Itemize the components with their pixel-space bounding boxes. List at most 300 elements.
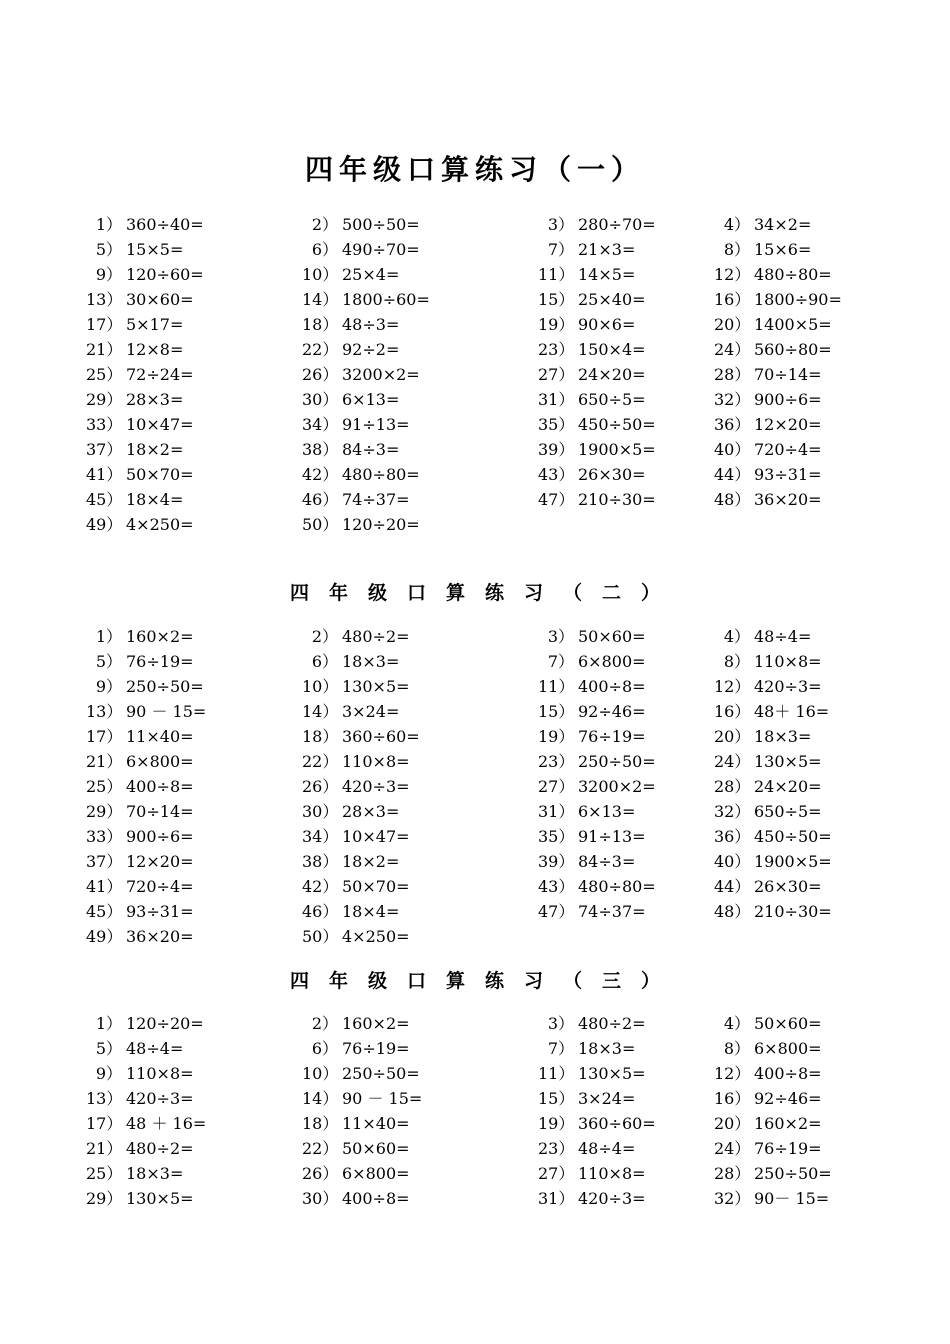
- problem-number: 32）: [714, 802, 751, 821]
- problem-item: [86, 312, 183, 337]
- problem-expression: 250÷50=: [754, 1164, 832, 1183]
- problem-expression: 10×47=: [126, 415, 194, 434]
- problem-expression: 25×4=: [342, 265, 400, 284]
- problem-item: [538, 387, 646, 412]
- problem-expression: 110×8=: [126, 1064, 194, 1083]
- problem-number: 29）: [86, 1189, 123, 1208]
- problem-item: [538, 312, 635, 337]
- problem-item: [302, 774, 410, 799]
- problem-number: 21）: [86, 752, 123, 771]
- problem-expression: 92÷46=: [578, 702, 646, 721]
- problem-item: [538, 212, 656, 237]
- problem-item: [86, 212, 204, 237]
- problem-item: [86, 387, 183, 412]
- problem-expression: 18×2=: [126, 440, 184, 459]
- problem-number: 43）: [538, 465, 575, 484]
- problem-expression: 400÷8=: [126, 777, 194, 796]
- problem-number: 47）: [538, 902, 575, 921]
- problem-number: 24）: [714, 752, 751, 771]
- problem-item: [714, 774, 822, 799]
- problem-expression: 480÷2=: [342, 627, 410, 646]
- problem-row: [0, 1186, 950, 1211]
- problem-item: [86, 1086, 194, 1111]
- problem-item: [86, 237, 183, 262]
- problem-number: 19）: [538, 1114, 575, 1133]
- problem-row: [0, 387, 950, 412]
- problem-row: [0, 1036, 950, 1061]
- problem-item: [538, 624, 646, 649]
- problem-number: 48）: [714, 490, 751, 509]
- problem-row: [0, 699, 950, 724]
- problem-item: [302, 1161, 410, 1186]
- problem-expression: 400÷8=: [754, 1064, 822, 1083]
- problem-expression: 1800÷60=: [342, 290, 430, 309]
- problem-number: 15）: [538, 702, 575, 721]
- problem-number: 50）: [302, 515, 339, 534]
- problem-item: [302, 412, 410, 437]
- problem-item: [714, 1161, 832, 1186]
- problem-expression: 90×6=: [578, 315, 636, 334]
- problem-item: [86, 799, 194, 824]
- problem-expression: 1900×5=: [754, 852, 832, 871]
- problem-expression: 70÷14=: [754, 365, 822, 384]
- problem-number: 40）: [714, 852, 751, 871]
- problem-row: [0, 1011, 950, 1036]
- problem-item: [302, 512, 420, 537]
- problem-expression: 25×40=: [578, 290, 646, 309]
- problem-expression: 18×2=: [342, 852, 400, 871]
- problem-item: [714, 749, 822, 774]
- problem-number: 14）: [302, 290, 339, 309]
- problem-expression: 34×2=: [754, 215, 812, 234]
- problem-number: 27）: [538, 777, 575, 796]
- problem-number: 48）: [714, 902, 751, 921]
- problem-row: [0, 674, 950, 699]
- problem-expression: 720÷4=: [754, 440, 822, 459]
- problem-item: [86, 849, 194, 874]
- problem-expression: 48÷4=: [578, 1139, 636, 1158]
- problem-expression: 4×250=: [342, 927, 410, 946]
- problem-item: [86, 337, 183, 362]
- problem-row: [0, 924, 950, 949]
- problem-expression: 900÷6=: [126, 827, 194, 846]
- problem-number: 38）: [302, 440, 339, 459]
- problem-item: [302, 237, 420, 262]
- problem-number: 28）: [714, 777, 751, 796]
- problem-item: [538, 412, 656, 437]
- problem-expression: 21×3=: [578, 240, 636, 259]
- problem-expression: 12×20=: [126, 852, 194, 871]
- problem-number: 42）: [302, 465, 339, 484]
- problem-row: [0, 412, 950, 437]
- problem-item: [86, 287, 194, 312]
- problem-item: [538, 699, 646, 724]
- problem-expression: 76÷19=: [754, 1139, 822, 1158]
- problem-expression: 15×6=: [754, 240, 812, 259]
- problem-expression: 450÷50=: [754, 827, 832, 846]
- problem-expression: 420÷3=: [578, 1189, 646, 1208]
- problem-number: 9）: [95, 677, 122, 696]
- problem-row: [0, 849, 950, 874]
- problem-expression: 480÷2=: [126, 1139, 194, 1158]
- problem-item: [538, 287, 646, 312]
- problem-expression: 210÷30=: [578, 490, 656, 509]
- problem-number: 6）: [311, 240, 338, 259]
- problem-number: 14）: [302, 702, 339, 721]
- problem-item: [714, 387, 822, 412]
- problem-expression: 6×13=: [342, 390, 400, 409]
- problem-number: 44）: [714, 877, 751, 896]
- problem-item: [302, 337, 399, 362]
- problem-item: [538, 749, 656, 774]
- problem-number: 37）: [86, 852, 123, 871]
- problem-item: [86, 1136, 194, 1161]
- problem-number: 1）: [95, 1014, 122, 1033]
- problem-number: 21）: [86, 1139, 123, 1158]
- problem-expression: 18×3=: [126, 1164, 184, 1183]
- problem-number: 45）: [86, 902, 123, 921]
- problem-expression: 50×60=: [578, 627, 646, 646]
- problem-item: [714, 487, 822, 512]
- problem-item: [538, 487, 656, 512]
- problem-item: [86, 512, 194, 537]
- problem-item: [302, 487, 410, 512]
- problem-item: [86, 1186, 194, 1211]
- problem-item: [86, 674, 204, 699]
- problem-expression: 1400×5=: [754, 315, 832, 334]
- problem-number: 6）: [311, 1039, 338, 1058]
- problem-expression: 6×800=: [126, 752, 194, 771]
- problem-expression: 90 － 15=: [342, 1089, 423, 1108]
- problem-item: [86, 1011, 204, 1036]
- problem-expression: 36×20=: [126, 927, 194, 946]
- problem-number: 45）: [86, 490, 123, 509]
- problem-row: [0, 237, 950, 262]
- problem-expression: 720÷4=: [126, 877, 194, 896]
- problem-item: [538, 1086, 635, 1111]
- problem-number: 42）: [302, 877, 339, 896]
- problem-expression: 150×4=: [578, 340, 646, 359]
- problem-number: 39）: [538, 440, 575, 459]
- problem-number: 22）: [302, 340, 339, 359]
- problem-expression: 91÷13=: [342, 415, 410, 434]
- problem-expression: 130×5=: [126, 1189, 194, 1208]
- problem-item: [302, 1086, 422, 1111]
- problem-number: 20）: [714, 315, 751, 334]
- problem-item: [302, 312, 399, 337]
- problem-number: 34）: [302, 415, 339, 434]
- problem-number: 40）: [714, 440, 751, 459]
- problem-number: 7）: [547, 652, 574, 671]
- problem-number: 16）: [714, 1089, 751, 1108]
- problem-expression: 48＋ 16=: [754, 702, 830, 721]
- problem-number: 37）: [86, 440, 123, 459]
- problem-number: 35）: [538, 827, 575, 846]
- problem-number: 33）: [86, 415, 123, 434]
- problem-row: [0, 487, 950, 512]
- problem-item: [302, 212, 420, 237]
- problem-expression: 420÷3=: [342, 777, 410, 796]
- problem-item: [302, 924, 410, 949]
- problem-expression: 120÷20=: [126, 1014, 204, 1033]
- problem-item: [302, 749, 410, 774]
- problem-number: 46）: [302, 902, 339, 921]
- problem-item: [86, 724, 194, 749]
- problem-item: [302, 262, 399, 287]
- problem-row: [0, 312, 950, 337]
- problem-item: [302, 1111, 410, 1136]
- problem-number: 43）: [538, 877, 575, 896]
- problem-number: 47）: [538, 490, 575, 509]
- problem-expression: 650÷5=: [578, 390, 646, 409]
- problem-item: [714, 699, 829, 724]
- problem-number: 2）: [311, 215, 338, 234]
- problem-number: 11）: [538, 677, 575, 696]
- problem-expression: 6×800=: [754, 1039, 822, 1058]
- problem-number: 1）: [95, 215, 122, 234]
- problem-expression: 490÷70=: [342, 240, 420, 259]
- problem-expression: 90 － 15=: [126, 702, 207, 721]
- problem-item: [714, 899, 832, 924]
- problem-expression: 120÷60=: [126, 265, 204, 284]
- problem-item: [302, 1136, 410, 1161]
- problem-expression: 11×40=: [342, 1114, 410, 1133]
- problem-expression: 18×3=: [578, 1039, 636, 1058]
- problem-number: 24）: [714, 340, 751, 359]
- problem-number: 23）: [538, 340, 575, 359]
- problem-number: 36）: [714, 415, 751, 434]
- problem-expression: 110×8=: [754, 652, 822, 671]
- problem-number: 8）: [723, 240, 750, 259]
- problem-expression: 250÷50=: [342, 1064, 420, 1083]
- problem-expression: 90－ 15=: [754, 1189, 830, 1208]
- problem-number: 46）: [302, 490, 339, 509]
- problem-expression: 250÷50=: [578, 752, 656, 771]
- problem-expression: 36×20=: [754, 490, 822, 509]
- problem-number: 13）: [86, 290, 123, 309]
- problem-number: 2）: [311, 627, 338, 646]
- problem-item: [302, 649, 399, 674]
- problem-row: [0, 624, 950, 649]
- problem-number: 29）: [86, 802, 123, 821]
- problem-item: [714, 874, 822, 899]
- problem-number: 25）: [86, 777, 123, 796]
- problem-expression: 110×8=: [578, 1164, 646, 1183]
- problem-number: 15）: [538, 290, 575, 309]
- problem-item: [714, 437, 822, 462]
- problem-item: [714, 1136, 822, 1161]
- problem-item: [538, 262, 635, 287]
- problem-item: [86, 1036, 183, 1061]
- problem-number: 30）: [302, 1189, 339, 1208]
- problem-item: [714, 362, 822, 387]
- problem-number: 25）: [86, 1164, 123, 1183]
- problem-number: 11）: [538, 265, 575, 284]
- problem-item: [538, 1036, 635, 1061]
- problem-expression: 480÷2=: [578, 1014, 646, 1033]
- problem-number: 10）: [302, 265, 339, 284]
- problem-number: 4）: [723, 215, 750, 234]
- problem-expression: 18×3=: [342, 652, 400, 671]
- problem-expression: 360÷40=: [126, 215, 204, 234]
- problem-item: [538, 1161, 646, 1186]
- problem-row: [0, 874, 950, 899]
- problem-item: [538, 649, 646, 674]
- problem-item: [538, 849, 635, 874]
- problem-expression: 1900×5=: [578, 440, 656, 459]
- problem-number: 23）: [538, 752, 575, 771]
- problem-expression: 28×3=: [342, 802, 400, 821]
- problem-item: [302, 624, 410, 649]
- problem-expression: 76÷19=: [578, 727, 646, 746]
- problem-item: [714, 1111, 822, 1136]
- problem-expression: 92÷46=: [754, 1089, 822, 1108]
- problem-expression: 12×20=: [754, 415, 822, 434]
- problem-expression: 6×13=: [578, 802, 636, 821]
- problem-expression: 76÷19=: [126, 652, 194, 671]
- problem-number: 26）: [302, 365, 339, 384]
- problem-expression: 92÷2=: [342, 340, 400, 359]
- problem-expression: 84÷3=: [578, 852, 636, 871]
- problem-number: 11）: [538, 1064, 575, 1083]
- problem-item: [714, 624, 811, 649]
- problem-expression: 26×30=: [578, 465, 646, 484]
- problem-row: [0, 287, 950, 312]
- problem-number: 18）: [302, 315, 339, 334]
- problem-item: [302, 724, 420, 749]
- problem-item: [302, 287, 430, 312]
- problem-expression: 10×47=: [342, 827, 410, 846]
- problem-number: 8）: [723, 652, 750, 671]
- problem-row: [0, 1061, 950, 1086]
- problem-expression: 160×2=: [754, 1114, 822, 1133]
- problem-expression: 650÷5=: [754, 802, 822, 821]
- problem-expression: 120÷20=: [342, 515, 420, 534]
- problem-item: [86, 1111, 206, 1136]
- problem-expression: 480÷80=: [754, 265, 832, 284]
- problem-number: 22）: [302, 752, 339, 771]
- problem-item: [714, 312, 832, 337]
- problem-number: 5）: [95, 240, 122, 259]
- problem-expression: 93÷31=: [754, 465, 822, 484]
- problem-number: 17）: [86, 315, 123, 334]
- problem-number: 10）: [302, 1064, 339, 1083]
- problem-item: [86, 774, 194, 799]
- section-title-3: 四年级口算练习（三）: [289, 970, 680, 992]
- problem-number: 15）: [538, 1089, 575, 1108]
- problem-item: [86, 749, 194, 774]
- problem-expression: 280÷70=: [578, 215, 656, 234]
- problem-expression: 91÷13=: [578, 827, 646, 846]
- problem-number: 19）: [538, 315, 575, 334]
- problem-item: [538, 824, 646, 849]
- problem-expression: 160×2=: [342, 1014, 410, 1033]
- problem-item: [86, 1161, 183, 1186]
- problem-item: [302, 849, 399, 874]
- problem-expression: 48 ＋ 16=: [126, 1114, 207, 1133]
- problem-expression: 6×800=: [342, 1164, 410, 1183]
- problem-expression: 5×17=: [126, 315, 184, 334]
- problem-expression: 420÷3=: [126, 1089, 194, 1108]
- problem-number: 29）: [86, 390, 123, 409]
- problem-expression: 72÷24=: [126, 365, 194, 384]
- problem-expression: 400÷8=: [342, 1189, 410, 1208]
- problem-expression: 900÷6=: [754, 390, 822, 409]
- problem-item: [714, 724, 811, 749]
- problem-expression: 93÷31=: [126, 902, 194, 921]
- problem-row: [0, 649, 950, 674]
- problem-item: [538, 874, 656, 899]
- problem-number: 36）: [714, 827, 751, 846]
- problem-expression: 74÷37=: [342, 490, 410, 509]
- problem-number: 13）: [86, 702, 123, 721]
- problem-item: [538, 899, 646, 924]
- problem-number: 44）: [714, 465, 751, 484]
- problem-expression: 18×3=: [754, 727, 812, 746]
- problem-number: 20）: [714, 727, 751, 746]
- problem-item: [302, 1061, 420, 1086]
- problem-expression: 50×70=: [342, 877, 410, 896]
- problem-row: [0, 724, 950, 749]
- problem-item: [714, 824, 832, 849]
- problem-row: [0, 1111, 950, 1136]
- problem-expression: 12×8=: [126, 340, 184, 359]
- problem-number: 38）: [302, 852, 339, 871]
- problem-number: 39）: [538, 852, 575, 871]
- problem-number: 33）: [86, 827, 123, 846]
- problem-expression: 110×8=: [342, 752, 410, 771]
- problem-number: 10）: [302, 677, 339, 696]
- problem-item: [302, 462, 420, 487]
- problem-number: 16）: [714, 290, 751, 309]
- problem-expression: 210÷30=: [754, 902, 832, 921]
- problem-item: [714, 1186, 829, 1211]
- problem-number: 31）: [538, 802, 575, 821]
- problem-item: [302, 1186, 410, 1211]
- problem-number: 50）: [302, 927, 339, 946]
- problem-number: 32）: [714, 390, 751, 409]
- problem-row: [0, 1136, 950, 1161]
- problem-item: [302, 699, 399, 724]
- problem-number: 5）: [95, 1039, 122, 1058]
- problem-item: [302, 799, 399, 824]
- problem-item: [714, 849, 832, 874]
- problem-item: [714, 462, 822, 487]
- problem-expression: 24×20=: [754, 777, 822, 796]
- problem-number: 7）: [547, 240, 574, 259]
- problem-row: [0, 774, 950, 799]
- problem-item: [538, 674, 646, 699]
- problem-item: [86, 362, 194, 387]
- problem-expression: 14×5=: [578, 265, 636, 284]
- problem-item: [714, 212, 811, 237]
- problem-expression: 6×800=: [578, 652, 646, 671]
- problem-expression: 130×5=: [754, 752, 822, 771]
- problem-item: [86, 1061, 194, 1086]
- problem-number: 34）: [302, 827, 339, 846]
- problem-number: 17）: [86, 1114, 123, 1133]
- problem-item: [86, 899, 194, 924]
- problem-number: 26）: [302, 777, 339, 796]
- problem-number: 41）: [86, 877, 123, 896]
- problem-row: [0, 337, 950, 362]
- problem-item: [714, 287, 842, 312]
- problem-number: 25）: [86, 365, 123, 384]
- problem-item: [302, 362, 420, 387]
- problem-expression: 560÷80=: [754, 340, 832, 359]
- problem-expression: 480÷80=: [342, 465, 420, 484]
- problem-expression: 160×2=: [126, 627, 194, 646]
